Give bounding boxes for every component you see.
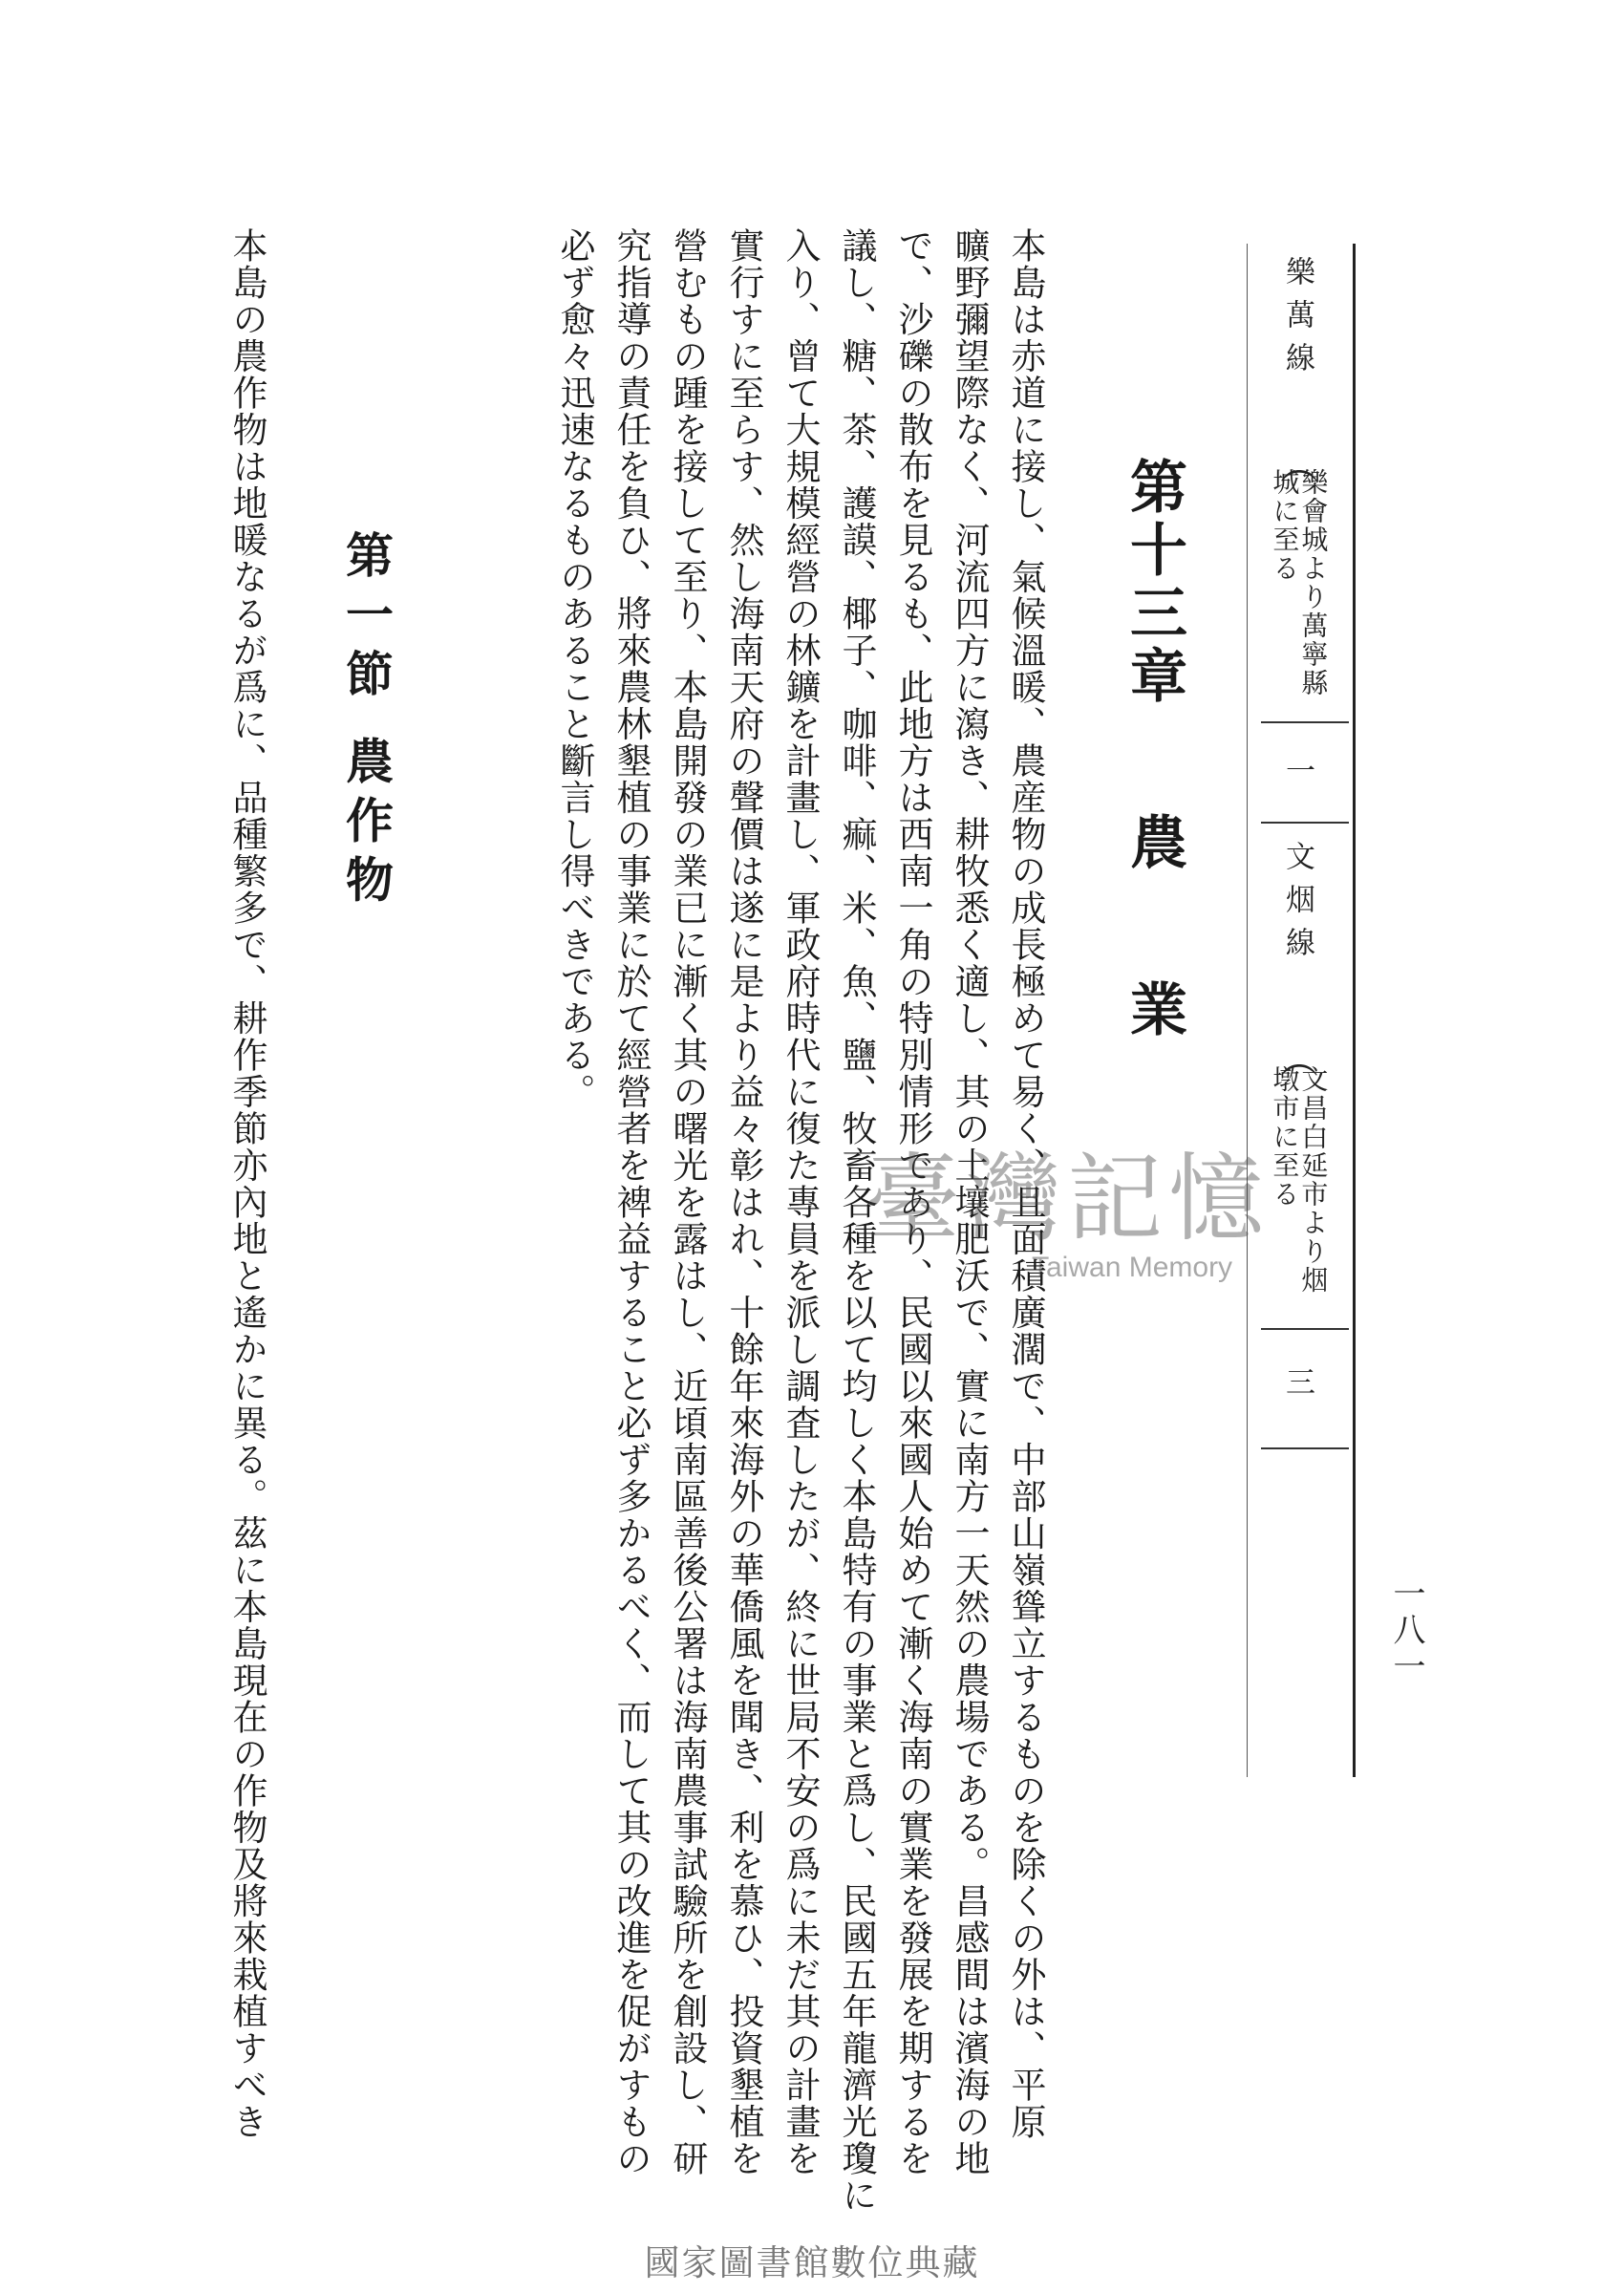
header-route-note: 墩市に至る: [1269, 1065, 1301, 1209]
header-divider: [1261, 822, 1349, 824]
body-text-column: 營むもの踵を接して至り、本島開發の業已に漸く其の曙光を露はし、近頃南區善後公署は海南農事試驗所を創設し、研: [667, 227, 708, 2177]
header-km: 一: [1280, 755, 1314, 798]
library-footer: 國家圖書館數位典藏: [644, 2242, 980, 2283]
header-divider: [1261, 1447, 1349, 1449]
body-text-column: 議し、糖、茶、護謨、椰子、咖啡、痲、米、魚、鹽、牧畜各種を以て均しく本島特有の事業と爲し、民國五年龍濟光瓊に: [836, 227, 877, 2214]
page-number: 一八一: [1387, 1576, 1425, 1685]
watermark-latin: Taiwan Memory: [1032, 1252, 1233, 1283]
header-paren-open: ︵: [1280, 1039, 1318, 1082]
header-line-name: 文烟線: [1280, 841, 1314, 970]
header-divider: [1261, 1328, 1349, 1330]
body-text-column: 本島は赤道に接し、氣候溫暖、農産物の成長極めて易く、且面積廣濶で、中部山嶺聳立するものを除くの外は、平原: [1005, 227, 1046, 2140]
header-km: 三: [1280, 1366, 1314, 1409]
header-line-name: 樂萬線: [1280, 256, 1314, 385]
body-text-column: で、沙礫の散布を見るも、此地方は西南一角の特別情形であり、民國以來國人始めて漸く海南の實業を發展を期するを: [892, 227, 933, 2177]
header-route-note: 樂會城より萬寧縣: [1297, 468, 1330, 697]
section-text-column: 本島の農作物は地暖なるが爲に、品種繁多で、耕作季節亦內地と遙かに異る。茲に本島現在の作物及將來栽植すべき: [226, 227, 267, 2140]
header-divider: [1261, 721, 1349, 723]
chapter-number: 第十三章: [1121, 457, 1187, 709]
body-text-column: 入り、曾て大規模經營の林鑛を計畫し、軍政府時代に復た專員を派し調査したが、終に世局不安の爲に未だ其の計畫を: [780, 227, 821, 2177]
body-text-column: 究指導の責任を負ひ、將來農林墾植の事業に於て經營者を裨益すること必ず多かるべく、而して其の改進を促がすもの: [610, 227, 652, 2177]
body-text-column: 實行すに至らす、然し海南天府の聲價は遂に是より益々彰はれ、十餘年來海外の華僑風を聞き、利を慕ひ、投資墾植を: [723, 227, 764, 2177]
header-route-note: 城に至る: [1269, 468, 1301, 583]
body-text-column: 必ず愈々迅速なるものあること斷言し得べきである。: [554, 227, 595, 1110]
header-route-note: 文昌白延市より烟: [1297, 1065, 1330, 1295]
watermark-text: 臺灣記憶: [865, 1143, 1270, 1254]
section-heading: 第一節 農作物: [338, 530, 395, 914]
chapter-title: 農業: [1121, 812, 1187, 1146]
header-paren-open: ︵: [1280, 444, 1318, 488]
body-text-column: 曠野彌望際なく、河流四方に瀉き、耕牧悉く適し、其の土壤肥沃で、實に南方一天然の農場である。昌感間は濱海の地: [949, 227, 990, 2177]
